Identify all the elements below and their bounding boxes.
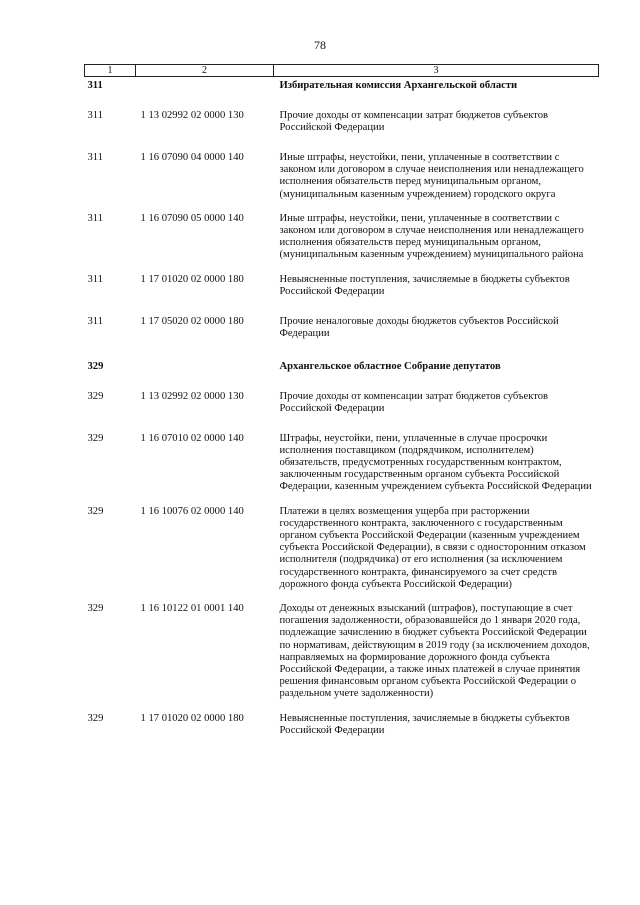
owner-code-cell: 311 — [87, 152, 103, 163]
page-number: 78 — [314, 38, 326, 52]
budget-classification-code-cell: 1 16 10122 01 0001 140 — [140, 603, 244, 615]
budget-classification-code-cell: 1 16 07090 04 0000 140 — [140, 152, 244, 163]
table-row — [85, 110, 599, 152]
revenue-codes-table — [84, 64, 599, 755]
description-cell: Платежи в целях возмещения ущерба при расторжении государственного контракта, заключенного с государственным органом субъекта Российской Федерации (казенным учреждением субъекта Российской Федерации), в связи с односторонним отказом исполнителя (подрядчика) от его исполнения (за исключением государственного контракта, финансируемого за счет средств дорожного фонда субъекта Российской Федерации) — [279, 505, 586, 590]
description-cell: Иные штрафы, неустойки, пени, уплаченные в соответствии с законом или договором в случае неисполнения или ненадлежащего исполнения обязательств перед муниципальным органом, (муниципальным казенным учреждением) городского округа — [279, 152, 584, 200]
table-row — [85, 433, 599, 506]
owner-code-cell: 311 — [87, 273, 103, 285]
description-cell: Штрафы, неустойки, пени, уплаченные в случае просрочки исполнения поставщиком (подрядчиком, исполнителем) обязательств, предусмотренных государственным контрактом, заключенным государственным органом субъекта Российской Федерации, казенным учреждением субъекта Российской Федерации — [279, 432, 592, 493]
budget-classification-code-cell — [136, 358, 274, 391]
owner-code-cell: 329 — [87, 390, 104, 402]
owner-code-cell: 311 — [87, 110, 103, 121]
owner-code-cell: 311 — [87, 212, 103, 224]
budget-classification-code-cell: 1 16 10076 02 0000 140 — [140, 505, 244, 517]
table-row — [85, 152, 599, 213]
table-row — [85, 316, 599, 358]
budget-classification-code-cell: 1 17 01020 02 0000 180 — [140, 273, 244, 285]
owner-code-cell: 329 — [87, 360, 104, 372]
budget-classification-code-cell — [136, 77, 274, 111]
table-body — [85, 77, 599, 755]
description-cell: Прочие доходы от компенсации затрат бюджетов субъектов Российской Федерации — [279, 390, 549, 414]
table-row — [85, 603, 599, 713]
table-row — [85, 506, 599, 603]
budget-classification-code-cell: 1 17 01020 02 0000 180 — [140, 712, 244, 724]
owner-code-cell: 311 — [87, 80, 103, 91]
table-row — [85, 274, 599, 316]
description-cell: Доходы от денежных взысканий (штрафов), поступающие в счет погашения задолженности, образовавшейся до 1 января 2020 года, подлежащие зачислению в бюджет субъекта Российской Федерации по нормативам, действующим в 2019 году (за исключением доходов, направляемых на формирование дорожного фонда субъекта Российской Федерации, а также иных платежей в случае принятия решения финансовым органом субъекта Российской Федерации о раздельном учете задолженности) — [279, 603, 590, 700]
owner-code-cell: 329 — [87, 603, 104, 615]
column-header-1: 1 — [85, 65, 136, 77]
section-header-row — [85, 358, 599, 391]
table-row — [85, 213, 599, 274]
owner-code-cell: 329 — [87, 432, 104, 444]
description-cell: Избирательная комиссия Архангельской области — [279, 80, 518, 91]
owner-code-cell: 329 — [87, 505, 104, 517]
description-cell: Архангельское областное Собрание депутатов — [279, 360, 501, 372]
description-cell: Невыясненные поступления, зачисляемые в бюджеты субъектов Российской Федерации — [279, 273, 570, 297]
budget-classification-code-cell: 1 13 02992 02 0000 130 — [140, 110, 244, 121]
owner-code-cell: 311 — [87, 315, 103, 327]
description-cell: Прочие доходы от компенсации затрат бюджетов субъектов Российской Федерации — [279, 110, 549, 134]
description-cell: Прочие неналоговые доходы бюджетов субъектов Российской Федерации — [279, 315, 559, 339]
column-header-2: 2 — [136, 65, 274, 77]
budget-classification-code-cell: 1 16 07090 05 0000 140 — [140, 212, 244, 224]
budget-classification-code-cell: 1 17 05020 02 0000 180 — [140, 315, 244, 327]
table-row — [85, 713, 599, 755]
description-cell: Иные штрафы, неустойки, пени, уплаченные в соответствии с законом или договором в случае неисполнения или ненадлежащего исполнения обязательств перед муниципальным органом, (муниципальным казенным учреждением) муниципального района — [279, 212, 584, 261]
budget-classification-code-cell: 1 16 07010 02 0000 140 — [140, 432, 244, 444]
table-header-row — [85, 65, 599, 77]
section-header-row — [85, 77, 599, 111]
description-cell: Невыясненные поступления, зачисляемые в бюджеты субъектов Российской Федерации — [279, 712, 570, 736]
table-row — [85, 391, 599, 433]
budget-classification-code-cell: 1 13 02992 02 0000 130 — [140, 390, 244, 402]
column-header-3: 3 — [274, 65, 599, 77]
owner-code-cell: 329 — [87, 712, 104, 724]
